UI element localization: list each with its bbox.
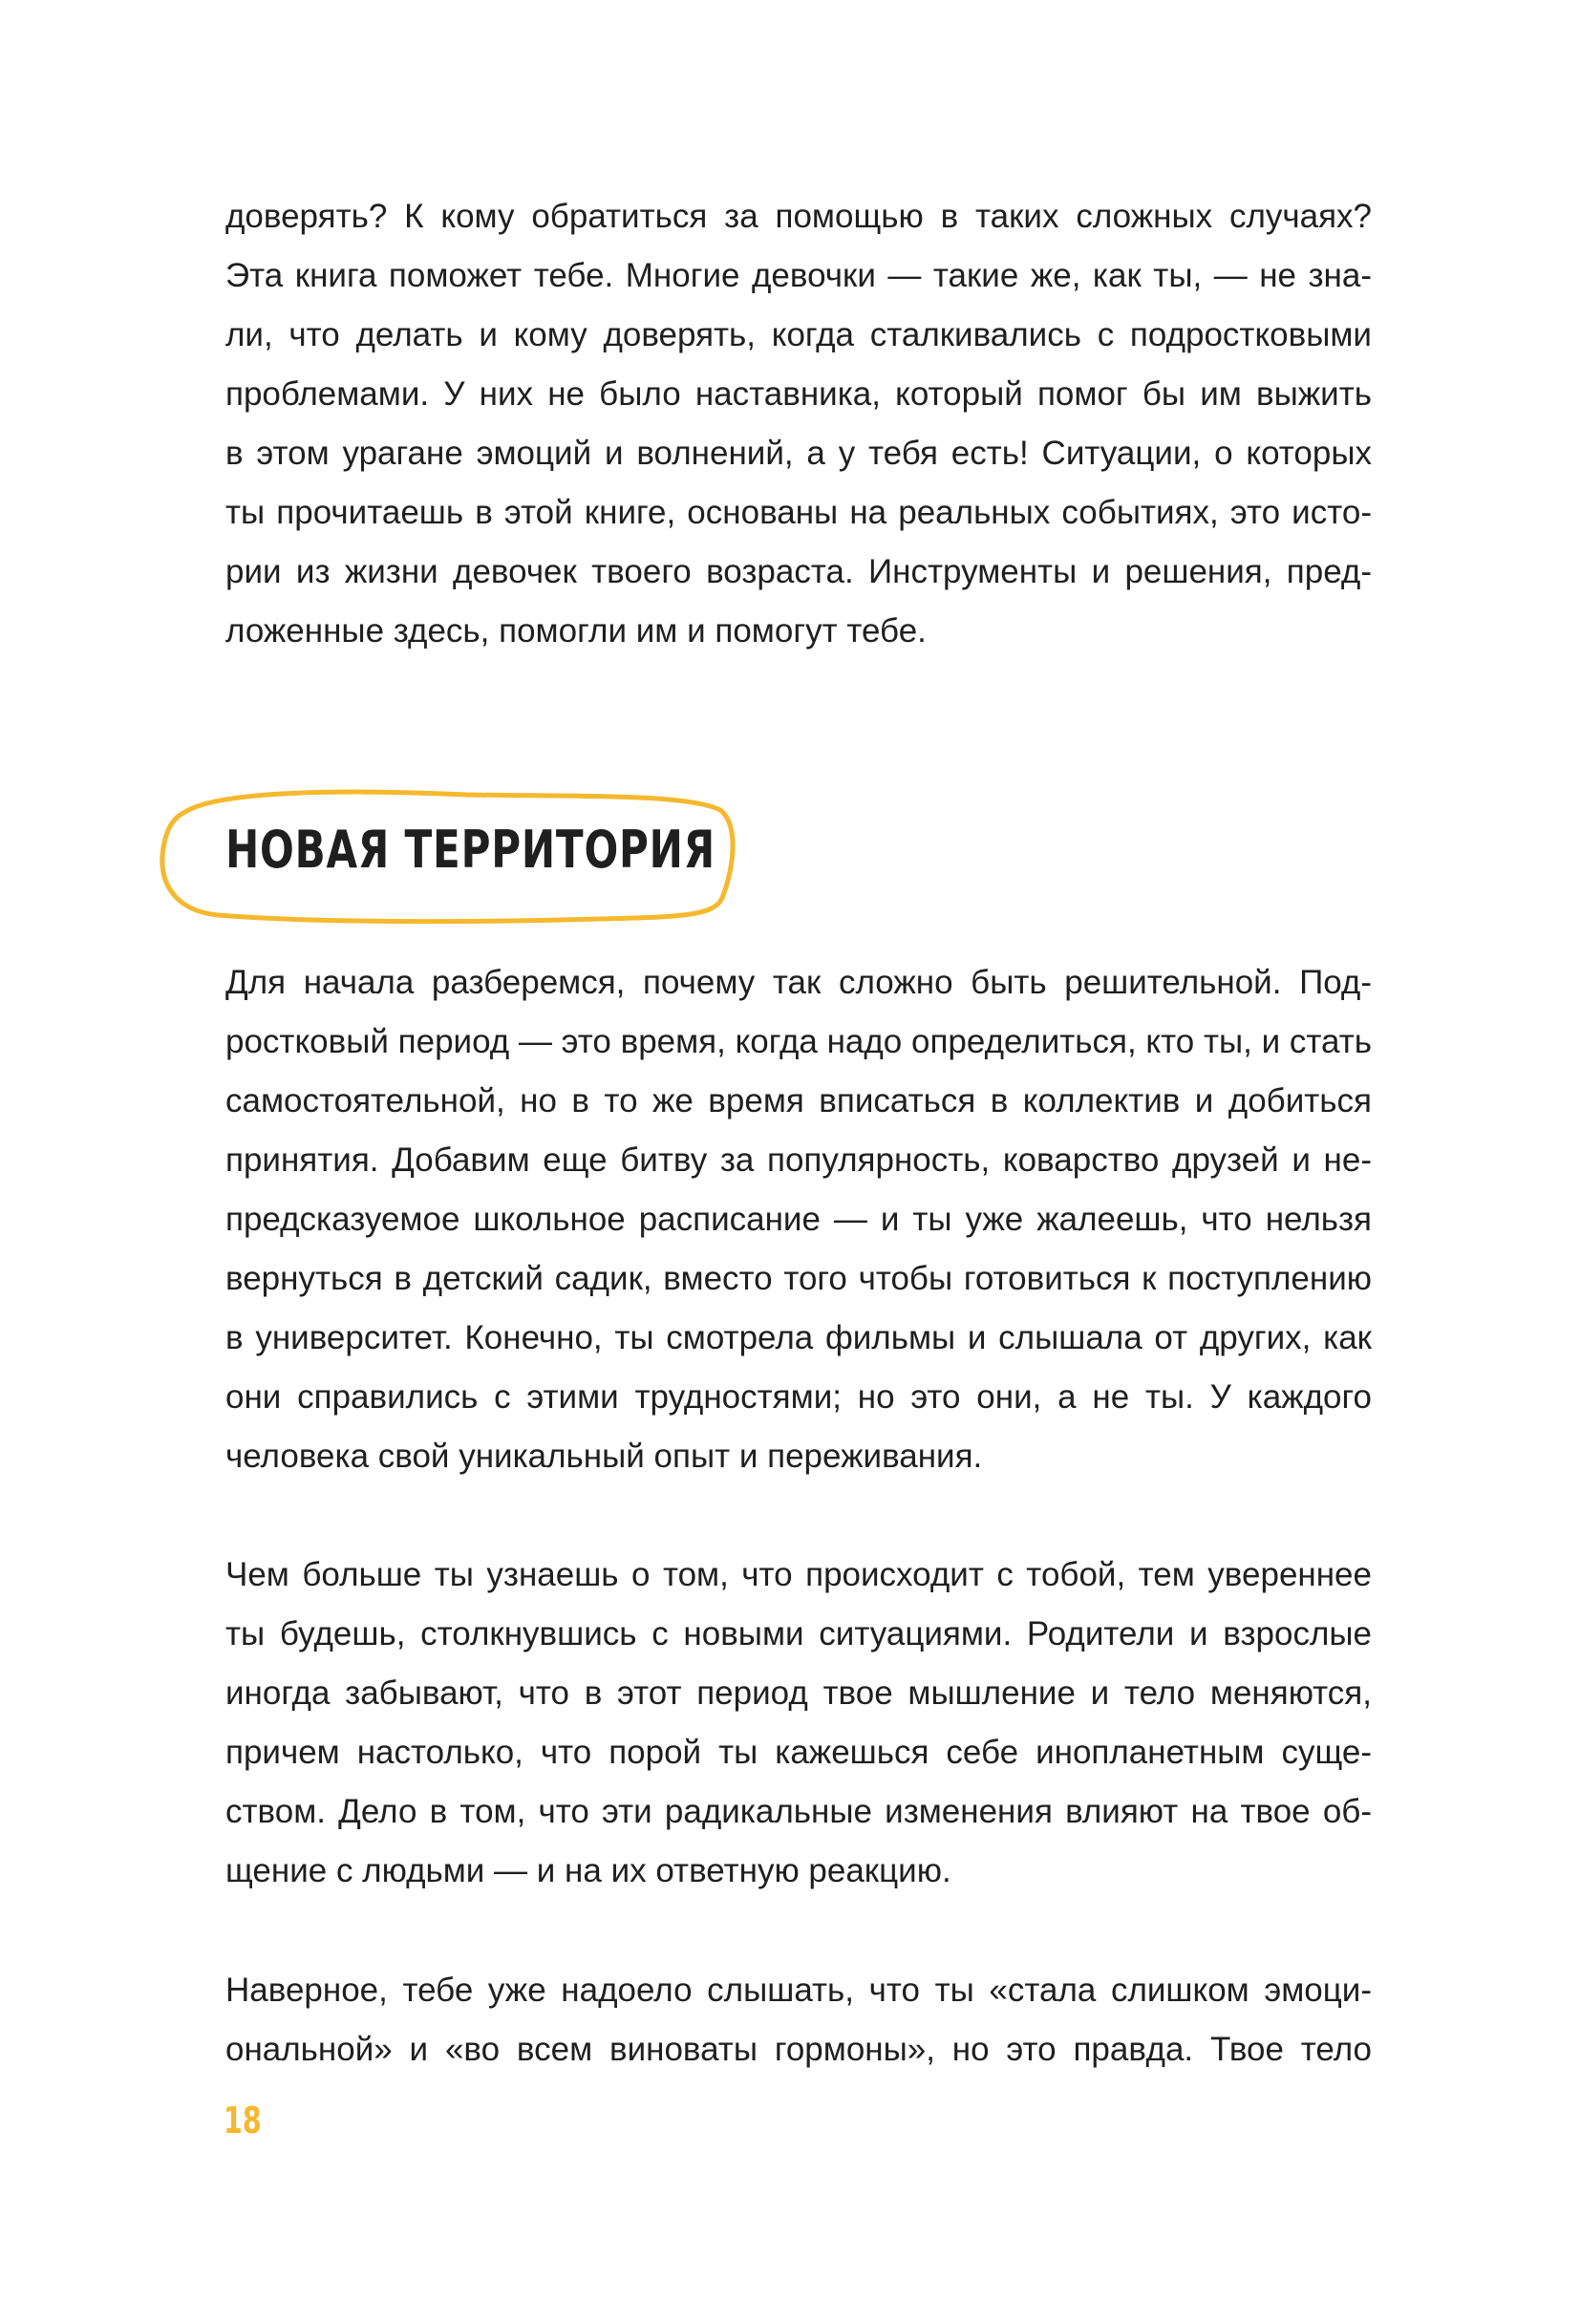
text-line: принятия. Добавим еще битву за популярность, коварство друзей и не- <box>225 1141 1372 1179</box>
text-line: ты будешь, столкнувшись с новыми ситуациями. Родители и взрослые <box>225 1615 1372 1652</box>
text-line: причем настолько, что порой ты кажешься себе инопланетным суще- <box>225 1734 1372 1771</box>
section-heading-text: НОВАЯ ТЕРРИТОРИЯ <box>225 820 715 880</box>
text-line: доверять? К кому обратиться за помощью в таких сложных случаях? <box>225 198 1372 235</box>
text-line: ростковый период — это время, когда надо определиться, кто ты, и стать <box>225 1023 1372 1060</box>
text-line: ством. Дело в том, что эти радикальные изменения влияют на твое об- <box>225 1793 1372 1830</box>
text-line: Эта книга поможет тебе. Многие девочки — такие же, как ты, — не зна- <box>225 257 1372 294</box>
text-line: человека свой уникальный опыт и переживания. <box>225 1438 983 1475</box>
text-line: рии из жизни девочек твоего возраста. Инструменты и решения, пред- <box>225 553 1372 590</box>
body-paragraph-1 <box>225 953 1372 1486</box>
text-line: ональной» и «во всем виноваты гормоны», но это правда. Твое тело <box>225 2031 1372 2068</box>
text-line: предсказуемое школьное расписание — и ты уже жалеешь, что нельзя <box>225 1201 1372 1238</box>
text-line: щение с людьми — и на их ответную реакцию. <box>225 1852 951 1889</box>
text-line: ли, что делать и кому доверять, когда сталкивались с подростковыми <box>225 316 1372 353</box>
text-line: Наверное, тебе уже надоело слышать, что ты «стала слишком эмоци- <box>225 1972 1372 2009</box>
text-line: Чем больше ты узнаешь о том, что происходит с тобой, тем увереннее <box>225 1556 1372 1593</box>
text-line: Для начала разберемся, почему так сложно быть решительной. Под- <box>225 964 1372 1001</box>
text-line: иногда забывают, что в этот период твое мышление и тело меняются, <box>225 1674 1372 1712</box>
intro-paragraph <box>225 187 1372 661</box>
text-line: ты прочитаешь в этой книге, основаны на реальных событиях, это исто- <box>225 494 1372 531</box>
text-line: вернуться в детский садик, вместо того чтобы готовиться к поступлению <box>225 1260 1372 1297</box>
text-line: в этом урагане эмоций и волнений, а у тебя есть! Ситуации, о которых <box>225 435 1372 472</box>
body-paragraph-2 <box>225 1546 1372 1901</box>
section-heading <box>151 774 743 936</box>
body-paragraph-3 <box>225 1961 1372 2079</box>
text-line: ложенные здесь, помогли им и помогут тебе. <box>225 612 927 650</box>
text-line: проблемами. У них не было наставника, который помог бы им выжить <box>225 375 1372 413</box>
text-line: они справились с этими трудностями; но это они, а не ты. У каждого <box>225 1378 1372 1416</box>
text-line: самостоятельной, но в то же время вписаться в коллектив и добиться <box>225 1082 1372 1119</box>
page-number: 18 <box>224 2100 262 2142</box>
text-line: в университет. Конечно, ты смотрела фильмы и слышала от других, как <box>225 1319 1372 1356</box>
